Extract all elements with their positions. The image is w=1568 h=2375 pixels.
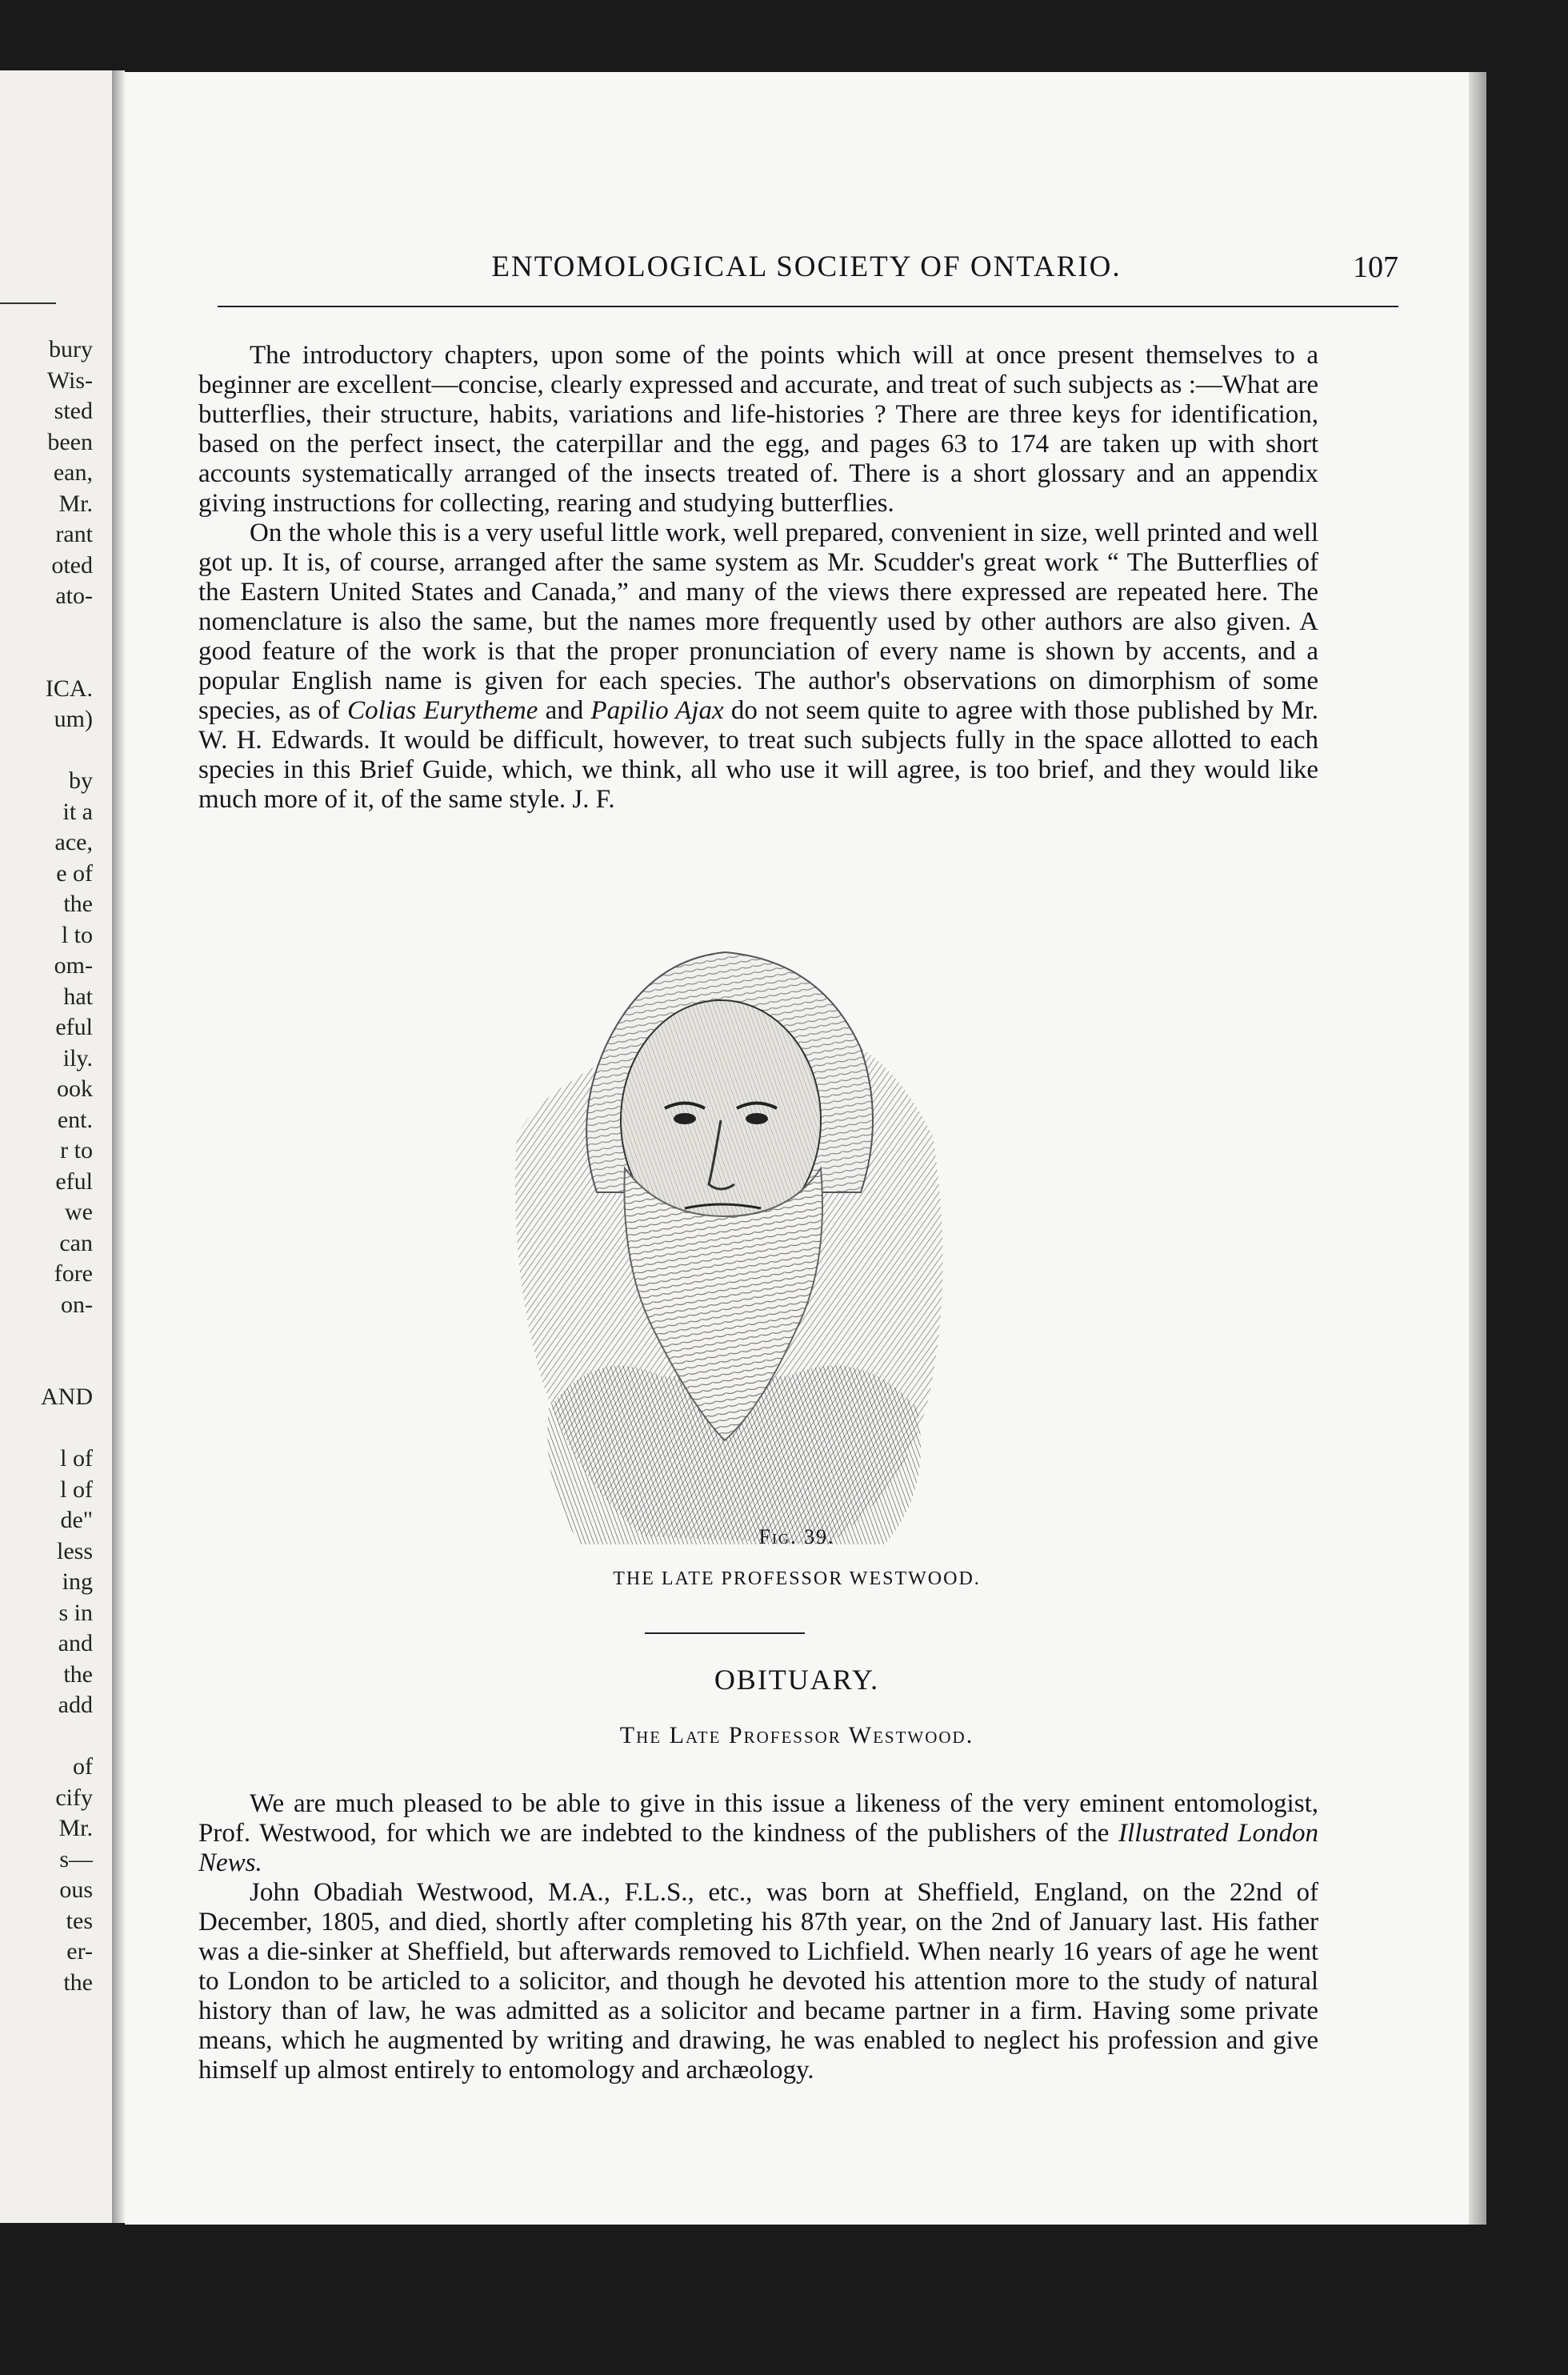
- adjacent-page-fragment: fore: [54, 1260, 93, 1287]
- adjacent-page-fragment: de": [60, 1507, 93, 1533]
- adjacent-page-fragment: been: [47, 428, 93, 455]
- publication-name: Illustrated London News.: [198, 1819, 1318, 1877]
- adjacent-page-fragment: the: [63, 891, 93, 917]
- adjacent-page-fragment: l of: [60, 1476, 93, 1503]
- adjacent-page-fragment: can: [59, 1229, 93, 1256]
- header-rule: [218, 306, 1398, 307]
- adjacent-page-fragment: s in: [58, 1599, 93, 1626]
- species-name-papilio: Papilio Ajax: [590, 696, 724, 725]
- adjacent-page-fragment: sted: [54, 398, 93, 424]
- adjacent-page-fragment: Mr.: [58, 490, 93, 517]
- adjacent-page-fragment: the: [63, 1968, 93, 1996]
- adjacent-page-fragment: the: [63, 1660, 93, 1688]
- review-paragraph-2-and: and: [545, 696, 584, 725]
- obituary-subheading: The Late Professor Westwood.: [619, 1722, 974, 1748]
- adjacent-page-fragment: oted: [51, 551, 93, 579]
- adjacent-page-fragment: ean,: [53, 459, 93, 486]
- journal-page: [125, 72, 1469, 2225]
- section-rule: [645, 1632, 805, 1634]
- running-header: [214, 250, 1398, 290]
- adjacent-page-fragment: add: [58, 1692, 93, 1718]
- adjacent-page-fragment: and: [58, 1630, 93, 1656]
- adjacent-page-fragment: bury: [49, 336, 93, 362]
- adjacent-page-fragment: ing: [62, 1568, 93, 1595]
- adjacent-page-fragment: less: [57, 1537, 93, 1564]
- adjacent-page-fragment: by: [69, 767, 93, 794]
- adjacent-page-fragment: ily.: [62, 1044, 93, 1071]
- adjacent-page-fragment: we: [65, 1199, 93, 1225]
- review-paragraph-1: The introductory chapters, upon some of the points which will at once present themselves to a beginner are excellent—concise, clearly expressed and accurate, and treat of such subjects as :—What are butterflies, their structure, habits, variations and life-histories ? There are three keys for identification, based on the perfect insect, the caterpillar and the egg, and pages 63 to 174 are taken up with short accounts systematically arranged of the insects treated of. There is a short glossary and an appendix giving instructions for collecting, rearing and studying butterflies.: [198, 341, 1318, 518]
- adjacent-page-fragment: l of: [60, 1445, 93, 1472]
- page-edge-shadow: [1469, 72, 1486, 2225]
- obituary-paragraph-2: John Obadiah Westwood, M.A., F.L.S., etc., was born at Sheffield, England, on the 22nd of December, 1805, and died, shortly after completing his 87th year, on the 2nd of January last. His father was a die-sinker at Sheffield, but afterwards removed to Lichfield. When nearly 16 years of age he went to London to be articled to a solicitor, and though he devoted his attention more to the study of natural history than of law, he was admitted as a solicitor and became partner in a firm. Having some private means, which he augmented by writing and drawing, he was enabled to neglect his profession and give himself up almost entirely to entomology and archæology.: [198, 1878, 1318, 2085]
- journal-title: ENTOMOLOGICAL SOCIETY OF ONTARIO.: [491, 250, 1122, 283]
- adjacent-page-fragment: s—: [59, 1845, 93, 1872]
- adjacent-page-fragment: l to: [61, 921, 93, 948]
- review-paragraph-2-text-b: do not seem quite to agree with those published by Mr. W. H. Edwards. It would be difficult, however, to treat such subjects fully in the space allotted to each species in this Brief Guide, which, we think, all who use it will agree, is too brief, and they would like much more of it, of the same style. J. F.: [198, 696, 1319, 814]
- adjacent-page-fragment: cify: [55, 1784, 93, 1811]
- adjacent-page-fragment: r to: [60, 1137, 93, 1163]
- adjacent-page-fragment: ent.: [57, 1106, 93, 1133]
- obituary-paragraph-1-text: We are much pleased to be able to give in this issue a likeness of the very eminent entomologist, Prof. Westwood, for which we are indebted to the kindness of the publishers of the: [198, 1789, 1318, 1848]
- adjacent-page-fragment: Wis-: [46, 366, 93, 394]
- species-name-colias: Colias Eurytheme: [347, 696, 538, 725]
- adjacent-page-fragment: it a: [62, 798, 93, 825]
- review-paragraph-2-text-a: On the whole this is a very useful little work, well prepared, convenient in size, well printed and well got up. It is, of course, arranged after the same system as Mr. Scudder's great work “ The Butterflies of the Eastern United States and Canada,” and many of the views there expressed are repeated here. The nomenclature is also the same, but the names more frequently used by other authors are also given. A good feature of the work is that the proper pronunciation of every name is shown by accents, and a popular English name is given for each species. The author's observations on dimorphism of some species, as of: [198, 519, 1318, 725]
- page-number: 107: [1353, 250, 1398, 284]
- adjacent-page-fragment: Mr.: [58, 1815, 93, 1841]
- review-paragraph-2: [198, 519, 1318, 815]
- engraved-portrait-image: [485, 928, 957, 1552]
- adjacent-page-fragment: AND: [41, 1384, 93, 1410]
- adjacent-page-fragment: ace,: [54, 829, 93, 855]
- obituary-heading: OBITUARY.: [714, 1664, 880, 1696]
- adjacent-page-fragment: er-: [66, 1938, 93, 1964]
- obituary-paragraph-1: [198, 1789, 1318, 1878]
- adjacent-page-fragment: hat: [63, 983, 93, 1010]
- adjacent-page-fragment: eful: [55, 1167, 93, 1195]
- adjacent-page-fragment: on-: [61, 1291, 93, 1318]
- adjacent-page-fragment: ook: [57, 1075, 93, 1102]
- adjacent-page-fragment: eful: [55, 1014, 93, 1040]
- adjacent-page-fragment: om-: [54, 952, 93, 979]
- adjacent-page-rule: [0, 302, 56, 304]
- figure-caption: THE LATE PROFESSOR WESTWOOD.: [613, 1568, 981, 1589]
- review-text: [198, 341, 1318, 815]
- adjacent-page-edge: [0, 70, 112, 2223]
- book-gutter: [112, 70, 125, 2223]
- adjacent-page-fragment: ICA.: [45, 675, 93, 702]
- adjacent-page-fragment: tes: [66, 1907, 93, 1934]
- adjacent-page-fragment: rant: [55, 521, 93, 547]
- adjacent-page-fragment: ato-: [55, 583, 93, 609]
- adjacent-page-fragment: um): [54, 706, 93, 732]
- adjacent-page-fragment: of: [73, 1753, 93, 1780]
- adjacent-page-fragment: e of: [56, 859, 93, 887]
- obituary-text: [198, 1789, 1318, 2085]
- figure-number: Fig. 39.: [758, 1525, 835, 1548]
- adjacent-page-fragment: ous: [59, 1876, 93, 1903]
